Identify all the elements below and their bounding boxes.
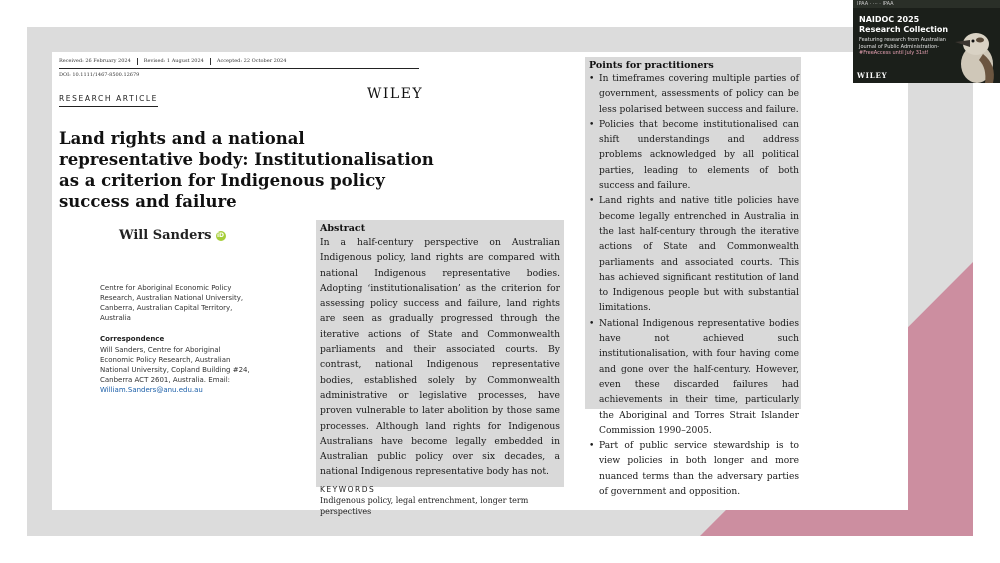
abstract-text: In a half-century perspective on Australian Indigenous policy, land rights are compared with national Indigenous representative bodies. Adopting ‘institutionalisation’ as the criterion for assessing policy success and failure, land rights are seen as gradually progressed through the iterative actions of State and Commonwealth parliaments and their associated courts. By contrast, national Indigenous representative bodies, established solely by Commonwealth administrative or legislative processes, have proven vulnerable to later abolition by those same processes. Although land rights for Indigenous Australians have become legally embedded in Australian public policy over six decades, a national Indigenous representative body has not.: [320, 237, 560, 478]
article-type-label: RESEARCH ARTICLE: [59, 94, 158, 107]
doi: DOI: 10.1111/1467-8500.12679: [59, 72, 140, 78]
correspondence-text: Will Sanders, Centre for Aboriginal Economic Policy Research, Australian National University, Copland Building #24, Canberra ACT 2601, Australia.: [100, 346, 250, 384]
email-link[interactable]: William.Sanders@anu.edu.au: [100, 386, 203, 394]
publisher-logo: WILEY: [367, 86, 424, 102]
promo-title: [859, 15, 948, 35]
accepted-date: Accepted: 22 October 2024: [216, 58, 287, 64]
keywords: Indigenous policy, legal entrenchment, longer term perspectives: [320, 495, 529, 516]
promo-subtitle-text: Featuring research from Australian Journal of Public Administration-: [859, 37, 946, 50]
list-item: • In timeframes covering multiple parties of government, assessments of policy can be less polarised between success and failure.: [589, 72, 799, 118]
revised-date: Revised: 1 August 2024: [143, 58, 204, 64]
promo-subtitle: [859, 37, 954, 57]
email-label: Email:: [208, 376, 231, 384]
article-title: Land rights and a national representative body: Institutionalisation as a criterion for Indigenous policy success and failure: [59, 129, 434, 211]
list-item: • Policies that become institutionalised can shift understandings and address problems acknowledged by all political parties, leading to elements of both success and failure.: [589, 118, 799, 194]
article-dates: [59, 58, 286, 65]
kookaburra-image: [943, 20, 1000, 83]
promo-title-line2: Research Collection: [859, 25, 949, 34]
list-item: • Land rights and native title policies have become legally entrenched in Australia in the last half-century through the iterative actions of State and Commonwealth parliaments and associated courts. This has achieved significant restitution of land to Indigenous people but with substantial limitations.: [589, 194, 799, 316]
header-rule: [59, 68, 419, 69]
correspondence: [100, 345, 250, 395]
correspondence-title: Correspondence: [100, 335, 165, 343]
list-item: • National Indigenous representative bodies have not achieved such institutionalisation, with four having come and gone over the half-century. However, even these discarded failures had achievements in their time, particularly the Aboriginal and Torres Strait Islander Commission 1990–2005.: [589, 317, 799, 439]
author-name[interactable]: Will Sanders: [119, 228, 212, 243]
affiliation: Centre for Aboriginal Economic Policy Research, Australian National University, Canberra, Australian Capital Territory, Australia: [100, 284, 244, 322]
keywords-title: KEYWORDS: [320, 484, 376, 494]
naidoc-promo-banner[interactable]: [853, 0, 1000, 83]
promo-title-line1: NAIDOC 2025: [859, 15, 920, 24]
abstract-box: [316, 220, 564, 516]
list-item: • Part of public service stewardship is to view policies in both longer and more nuanced terms than the adversary parties of government and opposition.: [589, 439, 799, 500]
received-date: Received: 26 February 2024: [59, 58, 131, 64]
promo-publisher: WILEY: [857, 71, 888, 80]
points-title: Points for practitioners: [589, 60, 714, 71]
article-page: [52, 52, 908, 516]
orcid-icon[interactable]: iD: [216, 232, 225, 239]
author-row: [119, 228, 226, 243]
abstract-title: Abstract: [320, 223, 366, 234]
partner-logos: IPAA · ··· · IPAA: [857, 1, 894, 7]
promo-free-access: #FreeAccess until July 31st!: [859, 50, 929, 56]
points-list: [589, 72, 799, 500]
points-for-practitioners-box: [585, 57, 801, 498]
